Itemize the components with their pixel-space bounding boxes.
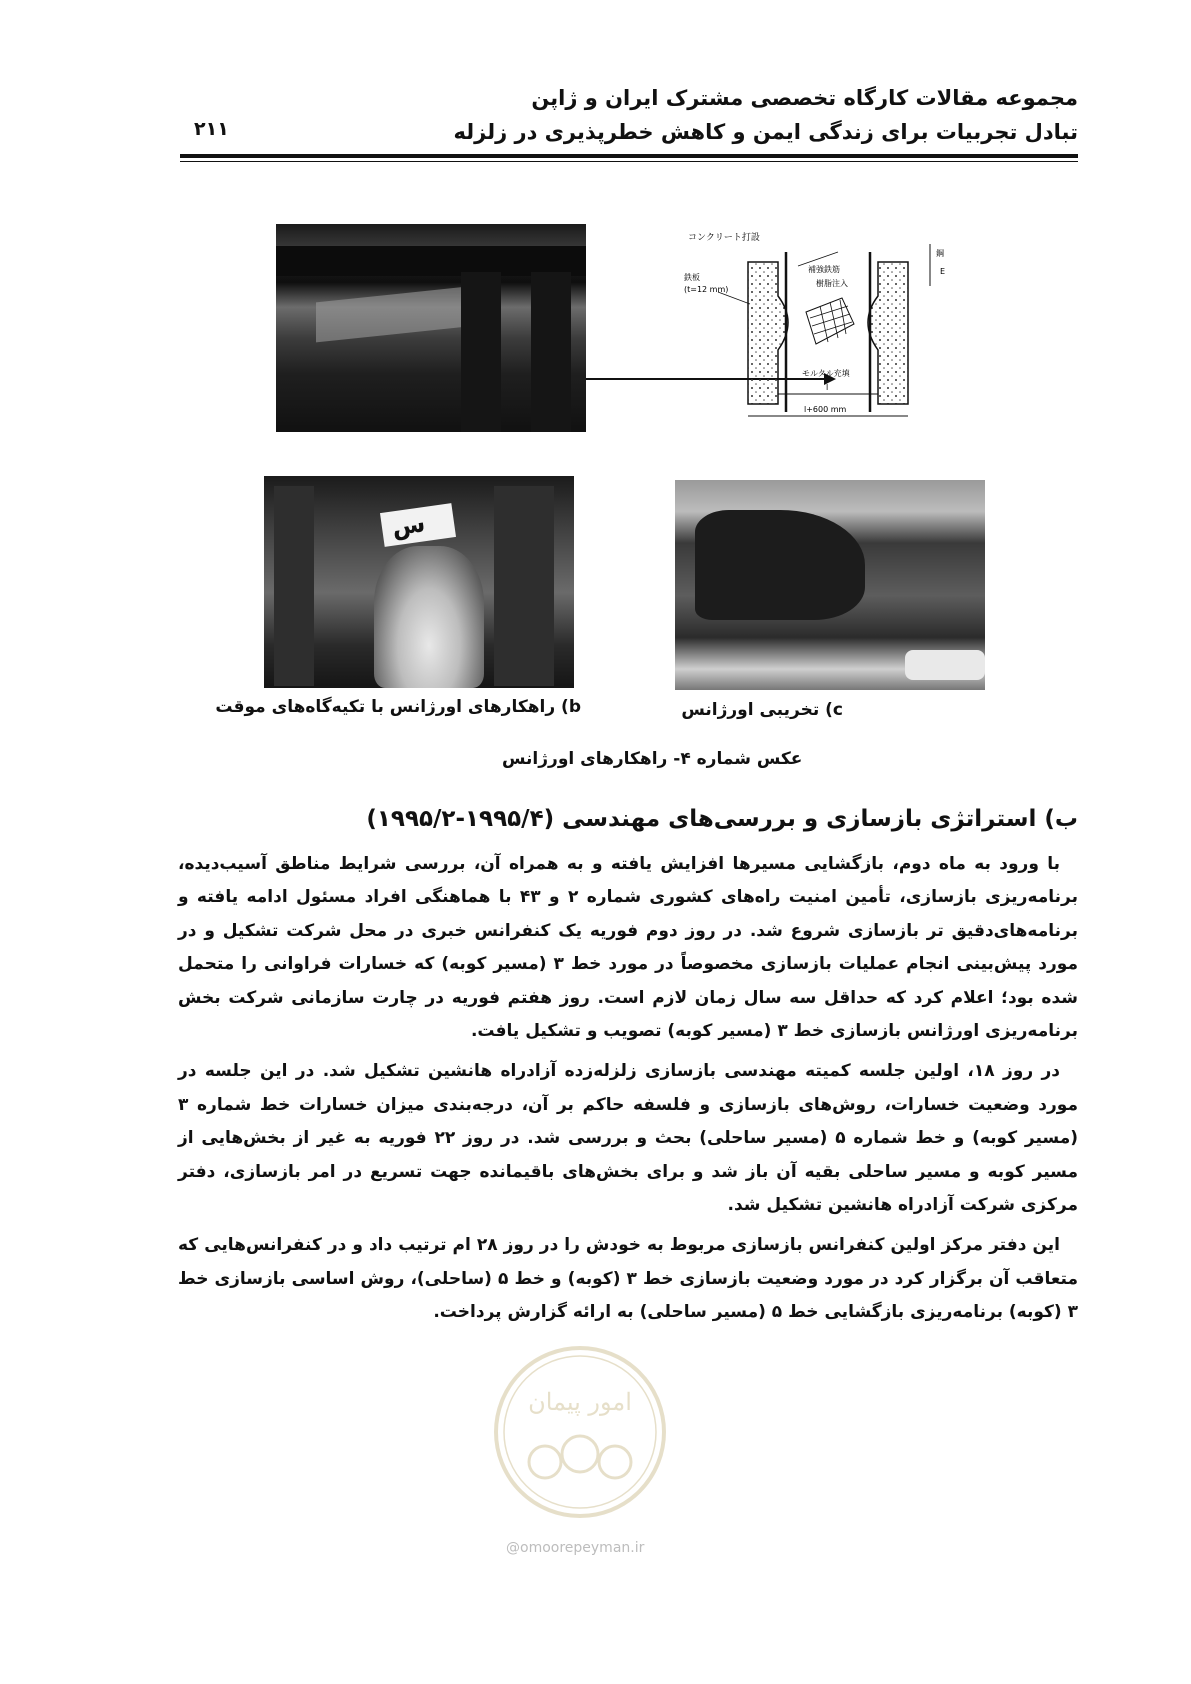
- caption-c: c) تخریبی اورژانس: [681, 700, 843, 720]
- body-text: [178, 848, 1078, 1337]
- label-side-a: 鋼: [936, 249, 944, 258]
- label-steel-plate: 鉄板: [684, 273, 700, 282]
- page-header: [180, 82, 1078, 162]
- section-heading: ب) استراتژی بازسازی و بررسی‌های مهندسی (۱۹۹۵/۴-۱۹۹۵/۲): [366, 806, 1078, 832]
- watermark-text: امور پیمان: [528, 1388, 632, 1416]
- figure-caption: عکس شماره ۴- راهکارهای اورژانس: [502, 749, 803, 769]
- photo-demolition: [675, 480, 985, 690]
- label-dim-l: l: [826, 383, 829, 392]
- photo-temporary-supports: [264, 476, 574, 688]
- photo-sign-text: س: [390, 509, 427, 542]
- watermark-logo: [490, 1342, 670, 1522]
- paragraph-2: در روز ۱۸، اولین جلسه کمیته مهندسی بازسازی زلزله‌زده آزادراه هانشین تشکیل شد. در این جلسه در مورد وضعیت خسارات، روش‌های بازسازی و فلسفه حاکم بر آن، درجه‌بندی میزان خسارات خط شماره ۳ (مسیر کوبه) و خط شماره ۵ (مسیر ساحلی) بحث و بررسی شد. در روز ۲۲ فوریه به غیر از بخش‌هایی از مسیر کوبه و مسیر ساحلی بقیه آن باز شد و برای بخش‌های باقیمانده جهت تسریع در امر بازسازی، دفتر مرکزی شرکت آزادراه هانشین تشکیل شد.: [178, 1061, 1078, 1216]
- label-rebar: 補強鉄筋: [808, 265, 840, 274]
- label-resin: 樹脂注入: [816, 279, 848, 288]
- watermark-url: @omoorepeyman.ir: [506, 1540, 645, 1556]
- page-number: ۲۱۱: [194, 118, 229, 140]
- paragraph-3: این دفتر مرکز اولین کنفرانس بازسازی مربوط به خودش را در روز ۲۸ ام ترتیب داد و در کنفرانس‌هایی که متعاقب آن برگزار کرد در مورد وضعیت بازسازی خط ۳ (کوبه) و خط ۵ (ساحلی)، روش اساسی بازسازی خط ۳ (کوبه) برنامه‌ریزی بازگشایی خط ۵ (مسیر ساحلی) به ارائه گزارش پرداخت.: [178, 1235, 1078, 1323]
- header-rule-thick: [180, 154, 1078, 158]
- header-rule-thin: [180, 161, 1078, 162]
- label-mortar: モルタル充填: [802, 369, 850, 378]
- paragraph-1: با ورود به ماه دوم، بازگشایی مسیرها افزایش یافته و به همراه آن، بررسی شرایط مناطق آسیب‌دیده، برنامه‌ریزی بازسازی، تأمین امنیت راه‌های کشوری شماره ۲ و ۴۳ با هماهنگی افراد مسئول ادامه یافته و برنامه‌های‌دقیق تر بازسازی شروع شد. در روز دوم فوریه یک کنفرانس خبری در محل شرکت تشکیل و در مورد پیش‌بینی انجام عملیات بازسازی مخصوصاً در مورد خط ۳ (مسیر کوبه) که خسارات فراوانی را متحمل شده بود؛ اعلام کرد که حداقل سه سال زمان لازم است. روز هفتم فوریه در چارت سازمانی شرکت بخش برنامه‌ریزی اورژانس بازسازی خط ۳ (مسیر کوبه) تصویب و تشکیل یافت.: [178, 854, 1079, 1042]
- caption-b: b) راهکارهای اورژانس با تکیه‌گاه‌های موقت: [215, 697, 581, 717]
- label-thickness: (t=12 mm): [684, 285, 729, 294]
- photo-viaduct: [276, 224, 586, 432]
- repair-diagram: [678, 226, 998, 438]
- header-title-line2: تبادل تجربیات برای زندگی ایمن و کاهش خطرپذیری در زلزله: [453, 120, 1078, 144]
- header-title-line1: مجموعه مقالات کارگاه تخصصی مشترک ایران و ژاپن: [531, 86, 1078, 110]
- label-side-b: E: [940, 267, 946, 276]
- label-dim-total: l+600 mm: [804, 405, 847, 414]
- label-concrete: コンクリート打設: [688, 233, 760, 243]
